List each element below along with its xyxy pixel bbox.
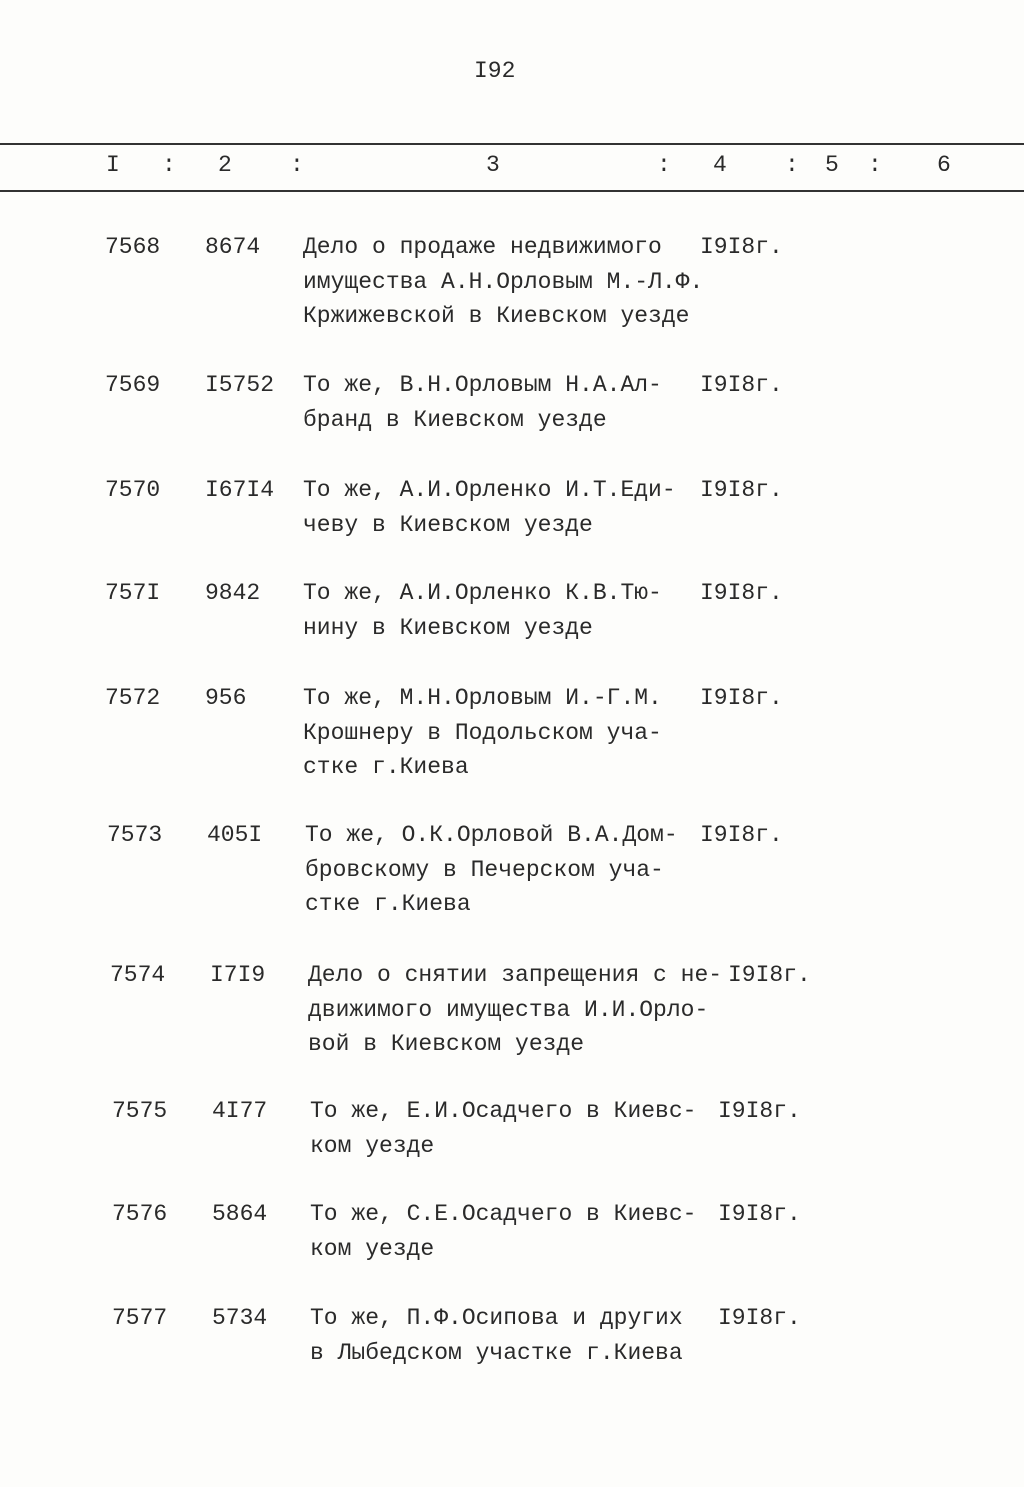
column-header-label: 3 xyxy=(486,152,500,178)
archive-number: I5752 xyxy=(205,372,275,398)
description-line: нину в Киевском уезде xyxy=(303,614,593,641)
description-line: стке г.Киева xyxy=(305,891,471,917)
page-number: I92 xyxy=(474,58,516,84)
description-line: То же, А.И.Орленко К.В.Тю- xyxy=(303,580,662,606)
entry-number: 7574 xyxy=(110,962,166,988)
column-separator: : xyxy=(785,152,799,178)
entry-date: I9I8г. xyxy=(700,822,783,848)
column-separator: : xyxy=(162,152,176,178)
entry-date: I9I8г. xyxy=(718,1098,801,1124)
description-line: То же, А.И.Орленко И.Т.Еди- xyxy=(303,477,676,503)
description-line: Кржижевской в Киевском уезде xyxy=(303,303,690,329)
description-line: То же, С.Е.Осадчего в Киевс- xyxy=(310,1201,697,1227)
entry-number: 7572 xyxy=(105,685,161,711)
description-line: бранд в Киевском уезде xyxy=(303,406,607,433)
column-header-label: 6 xyxy=(937,152,951,178)
description-line: То же, П.Ф.Осипова и других xyxy=(310,1305,683,1331)
header-top-rule xyxy=(0,143,1024,145)
description-line: ком уезде xyxy=(310,1235,435,1262)
column-separator: : xyxy=(868,152,882,178)
entry-number: 7570 xyxy=(105,477,161,503)
description-line: То же, В.Н.Орловым Н.А.Ал- xyxy=(303,372,662,398)
entry-number: 7573 xyxy=(107,822,163,848)
description-line: стке г.Киева xyxy=(303,754,469,780)
entry-number: 7575 xyxy=(112,1098,168,1124)
column-separator: : xyxy=(657,152,671,178)
description-line: вой в Киевском уезде xyxy=(308,1031,585,1057)
archive-number: 5734 xyxy=(212,1305,268,1331)
description-line: То же, Е.И.Осадчего в Киевс- xyxy=(310,1098,697,1124)
entry-description xyxy=(310,1197,696,1266)
archive-number: 9842 xyxy=(205,580,261,606)
description-line: имущества А.Н.Орловым М.-Л.Ф. xyxy=(303,268,704,295)
entry-number: 7568 xyxy=(105,234,161,260)
entry-description xyxy=(303,473,676,542)
archive-number: I67I4 xyxy=(205,477,275,503)
archive-number: 5864 xyxy=(212,1201,268,1227)
entry-number: 7577 xyxy=(112,1305,168,1331)
entry-description xyxy=(308,958,722,1062)
description-line: движимого имущества И.И.Орло- xyxy=(308,996,709,1023)
entry-date: I9I8г. xyxy=(728,962,811,988)
column-header-label: 5 xyxy=(825,152,839,178)
entry-description xyxy=(310,1301,683,1370)
entry-description xyxy=(305,818,678,922)
entry-date: I9I8г. xyxy=(700,477,783,503)
entry-date: I9I8г. xyxy=(718,1305,801,1331)
archive-number: 405I xyxy=(207,822,263,848)
entry-number: 7569 xyxy=(105,372,161,398)
column-header-label: 2 xyxy=(218,152,232,178)
description-line: То же, М.Н.Орловым И.-Г.М. xyxy=(303,685,662,711)
archive-number: I7I9 xyxy=(210,962,266,988)
description-line: Дело о продаже недвижимого xyxy=(303,234,662,260)
description-line: ком уезде xyxy=(310,1132,435,1159)
description-line: Крошнеру в Подольском уча- xyxy=(303,719,662,746)
entry-date: I9I8г. xyxy=(700,580,783,606)
entry-number: 757I xyxy=(105,580,161,606)
description-line: чеву в Киевском уезде xyxy=(303,511,593,538)
entry-description xyxy=(303,368,662,437)
entry-number: 7576 xyxy=(112,1201,168,1227)
description-line: То же, О.К.Орловой В.А.Дом- xyxy=(305,822,678,848)
entry-description xyxy=(310,1094,696,1163)
description-line: Дело о снятии запрещения с не- xyxy=(308,962,723,988)
column-header-label: 4 xyxy=(713,152,727,178)
archive-number: 956 xyxy=(205,685,247,711)
entry-date: I9I8г. xyxy=(700,685,783,711)
archive-number: 8674 xyxy=(205,234,261,260)
entry-description xyxy=(303,681,662,785)
description-line: бровскому в Печерском уча- xyxy=(305,856,664,883)
entry-description xyxy=(303,230,703,334)
description-line: в Лыбедском участке г.Киева xyxy=(310,1339,683,1366)
entry-date: I9I8г. xyxy=(718,1201,801,1227)
column-separator: : xyxy=(290,152,304,178)
header-bottom-rule xyxy=(0,190,1024,192)
entry-date: I9I8г. xyxy=(700,234,783,260)
archive-number: 4I77 xyxy=(212,1098,268,1124)
column-header-label: I xyxy=(106,152,120,178)
entry-date: I9I8г. xyxy=(700,372,783,398)
entry-description xyxy=(303,576,662,645)
